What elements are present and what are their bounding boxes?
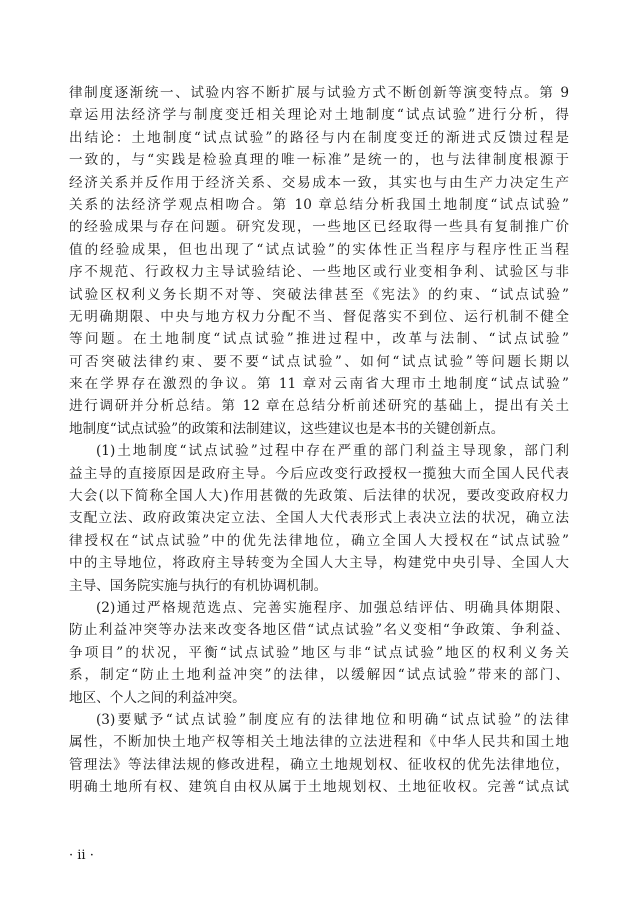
text-line: 关系的法经济学观点相吻合。第 10 章总结分析我国土地制度“试点试验” — [69, 196, 569, 213]
text-line: 可否突破法律约束、要不要“试点试验”、如何“试点试验”等问题长期以 — [69, 353, 569, 370]
text-line: 一致的，与“实践是检验真理的唯一标准”是统一的，也与法律制度根源于 — [69, 152, 569, 169]
paragraph — [69, 82, 569, 440]
text-line: 进行调研并分析总结。第 12 章在总结分析前述研究的基础上，提出有关土 — [69, 398, 569, 415]
text-line: 值的经验成果，但也出现了“试点试验”的实体性正当程序与程序性正当程 — [69, 241, 569, 258]
text-line: (3)要赋予“试点试验”制度应有的法律地位和明确“试点试验”的法律 — [96, 711, 569, 728]
text-line: 律制度逐渐统一、试验内容不断扩展与试验方式不断创新等演变特点。第 9 — [69, 85, 569, 101]
text-line: (2)通过严格规范选点、完善实施程序、加强总结评估、明确具体期限、 — [96, 599, 569, 616]
text-line: 大会(以下简称全国人大)作用甚微的先政策、后法律的状况，要改变政府权力 — [69, 488, 569, 505]
text-line: 中的主导地位，将政府主导转变为全国人大主导，构建党中央引导、全国人大 — [69, 555, 569, 572]
paragraph — [69, 440, 569, 597]
text-line: 序不规范、行政权力主导试验结论、一些地区或行业变相争利、试验区与非 — [69, 264, 569, 281]
text-line: 争项目”的状况，平衡“试点试验”地区与非“试点试验”地区的权利义务关 — [69, 644, 569, 661]
text-line: 等问题。在土地制度“试点试验”推进过程中，改革与法制、“试点试验” — [69, 331, 569, 348]
text-line: 明确土地所有权、建筑自由权从属于土地规划权、土地征收权。完善“试点试 — [69, 779, 569, 796]
text-line: 属性，不断加快土地产权等相关土地法律的立法进程和《中华人民共和国土地 — [69, 734, 569, 751]
text-line: 来在学界存在激烈的争议。第 11 章对云南省大理市土地制度“试点试验” — [69, 376, 569, 393]
paragraph — [69, 709, 569, 799]
text-line: 章运用法经济学与制度变迁相关理论对土地制度“试点试验”进行分析，得 — [69, 107, 569, 124]
text-line: 经济关系并反作用于经济关系、交易成本一致，其实也与由生产力决定生产 — [69, 174, 569, 191]
text-line: 的经验成果与存在问题。研究发现，一些地区已经取得一些具有复制推广价 — [69, 219, 569, 236]
text-line: 出结论：土地制度“试点试验”的路径与内在制度变迁的渐进式反馈过程是 — [69, 129, 569, 146]
text-line: (1)土地制度“试点试验”过程中存在严重的部门利益主导现象，部门利 — [96, 443, 569, 460]
text-line: 防止利益冲突等办法来改变各地区借“试点试验”名义变相“争政策、争利益、 — [69, 622, 569, 639]
body-text — [69, 82, 569, 799]
page-number: · ii · — [69, 848, 94, 863]
text-line: 地制度“试点试验”的政策和法制建议，这些建议也是本书的关键创新点。 — [69, 420, 505, 437]
text-line: 系，制定“防止土地利益冲突”的法律，以缓解因“试点试验”带来的部门、 — [69, 667, 569, 684]
text-line: 支配立法、政府政策决定立法、全国人大代表形式上表决立法的状况，确立法 — [69, 510, 569, 527]
text-line: 主导、国务院实施与执行的有机协调机制。 — [69, 577, 328, 594]
text-line: 管理法》等法律法规的修改进程，确立土地规划权、征收权的优先法律地位， — [69, 756, 569, 773]
text-line: 无明确期限、中央与地方权力分配不当、督促落实不到位、运行机制不健全 — [69, 308, 569, 325]
text-line: 律授权在“试点试验”中的优先法律地位，确立全国人大授权在“试点试验” — [69, 532, 569, 549]
text-line: 试验区权利义务长期不对等、突破法律甚至《宪法》的约束、“试点试验” — [69, 286, 569, 303]
text-line: 地区、个人之间的利益冲突。 — [69, 689, 246, 706]
paragraph — [69, 597, 569, 709]
text-line: 益主导的直接原因是政府主导。今后应改变行政授权一揽独大而全国人民代表 — [69, 465, 569, 482]
